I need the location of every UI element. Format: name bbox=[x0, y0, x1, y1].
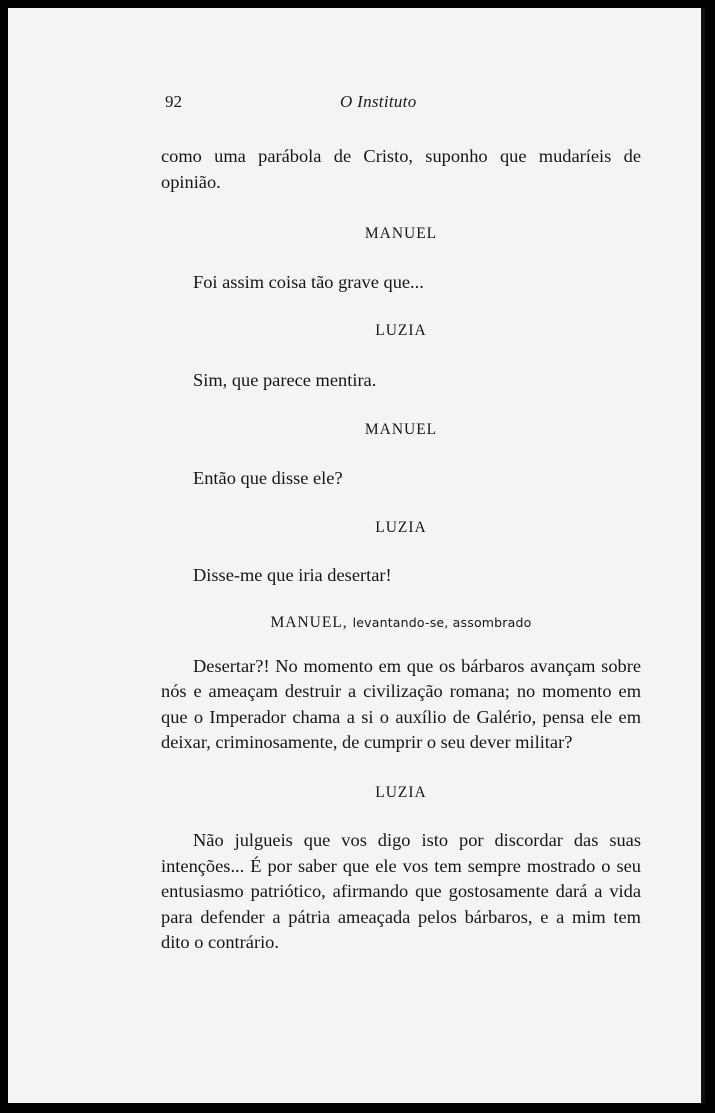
speaker-manuel-direction bbox=[161, 610, 641, 636]
stage-direction: levantando-se, assombrado bbox=[352, 615, 532, 630]
dialogue-line: Então que disse ele? bbox=[193, 467, 343, 488]
speaker-luzia: LUZIA bbox=[375, 783, 427, 801]
speaker-name: MANUEL, bbox=[270, 614, 348, 631]
book-page bbox=[8, 8, 705, 1103]
running-title: O Instituto bbox=[340, 92, 417, 111]
dialogue-line: Disse-me que iria desertar! bbox=[193, 564, 392, 585]
dialogue-paragraph: Não julgueis que vos digo isto por discordar das suas intenções... É por saber que ele vos tem sempre mostrado o seu entusiasmo patriótico, afirmando que gostosamente dará a vida para defender a pátria ameaçada pelos bárbaros, e a mim tem dito o contrário. bbox=[161, 830, 641, 952]
speaker-luzia: LUZIA bbox=[375, 322, 427, 339]
page-header bbox=[8, 92, 701, 116]
dialogue-line: Sim, que parece mentira. bbox=[193, 369, 377, 390]
dialogue-paragraph: Desertar?! No momento em que os bárbaros avançam sobre nós e ameaçam destruir a civilização romana; no momento em que o Imperador chama a si o auxílio de Galério, pensa ele em deixar, criminosamente, de cumprir o seu dever militar? bbox=[161, 655, 641, 752]
paragraph-continuation: como uma parábola de Cristo, suponho que mudaríeis de opinião. bbox=[161, 146, 641, 192]
speaker-luzia: LUZIA bbox=[375, 519, 427, 536]
speaker-manuel: MANUEL bbox=[364, 225, 438, 242]
dialogue-line: Foi assim coisa tão grave que... bbox=[193, 271, 424, 292]
page-number: 92 bbox=[165, 92, 182, 111]
page-text bbox=[161, 144, 641, 956]
speaker-manuel: MANUEL bbox=[364, 421, 438, 438]
